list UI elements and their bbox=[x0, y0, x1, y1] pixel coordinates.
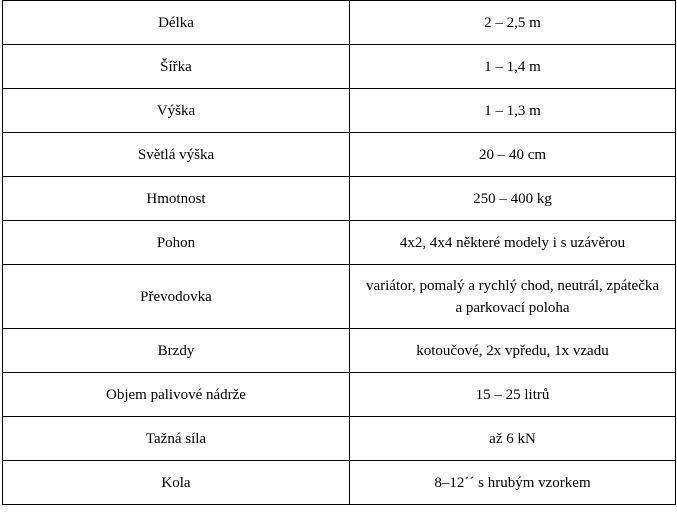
param-cell: Tažná síla bbox=[3, 417, 350, 461]
param-cell: Výška bbox=[3, 89, 350, 133]
table-row bbox=[3, 461, 676, 505]
value-cell: 2 – 2,5 m bbox=[350, 1, 676, 45]
param-cell: Brzdy bbox=[3, 329, 350, 373]
value-cell: 8–12´´ s hrubým vzorkem bbox=[350, 461, 676, 505]
table-row bbox=[3, 373, 676, 417]
value-cell: variátor, pomalý a rychlý chod, neutrál, zpátečka a parkovací poloha bbox=[350, 265, 676, 329]
table-row bbox=[3, 89, 676, 133]
value-cell: 20 – 40 cm bbox=[350, 133, 676, 177]
table-row bbox=[3, 265, 676, 329]
param-cell: Objem palivové nádrže bbox=[3, 373, 350, 417]
table-row bbox=[3, 1, 676, 45]
value-cell: až 6 kN bbox=[350, 417, 676, 461]
table-row bbox=[3, 177, 676, 221]
table-row bbox=[3, 45, 676, 89]
table-row bbox=[3, 133, 676, 177]
param-cell: Šířka bbox=[3, 45, 350, 89]
value-cell: 1 – 1,4 m bbox=[350, 45, 676, 89]
param-cell: Pohon bbox=[3, 221, 350, 265]
value-cell: 1 – 1,3 m bbox=[350, 89, 676, 133]
param-cell: Světlá výška bbox=[3, 133, 350, 177]
table-row bbox=[3, 417, 676, 461]
value-cell: 250 – 400 kg bbox=[350, 177, 676, 221]
param-cell: Převodovka bbox=[3, 265, 350, 329]
value-cell: kotoučové, 2x vpředu, 1x vzadu bbox=[350, 329, 676, 373]
value-cell: 4x2, 4x4 některé modely i s uzávěrou bbox=[350, 221, 676, 265]
table-row bbox=[3, 329, 676, 373]
table-row bbox=[3, 221, 676, 265]
value-cell: 15 – 25 litrů bbox=[350, 373, 676, 417]
param-cell: Kola bbox=[3, 461, 350, 505]
param-cell: Délka bbox=[3, 1, 350, 45]
param-cell: Hmotnost bbox=[3, 177, 350, 221]
spec-table bbox=[2, 0, 676, 505]
